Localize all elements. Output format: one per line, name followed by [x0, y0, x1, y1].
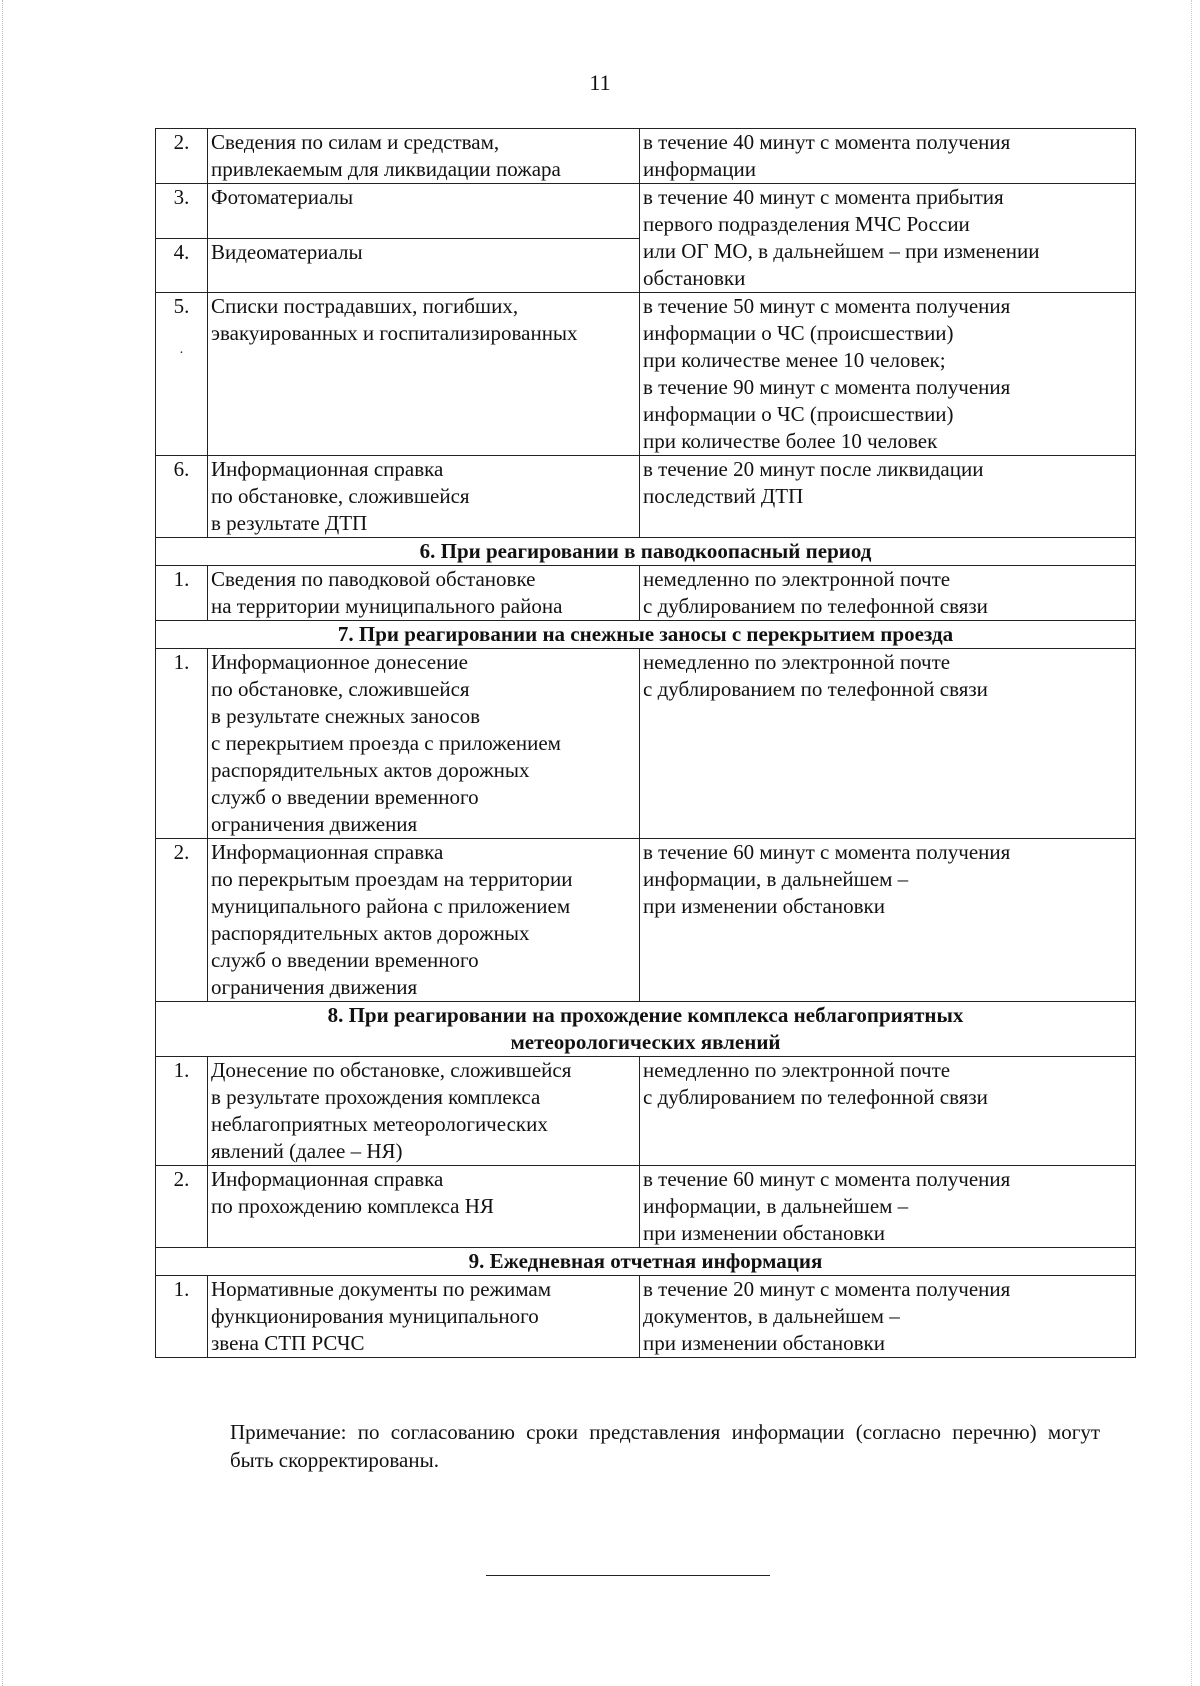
deadline-line: с дублированием по телефонной связи	[643, 677, 988, 701]
section-heading-line: метеорологических явлений	[510, 1030, 781, 1054]
scan-edge-left	[2, 0, 6, 1686]
description-line: в результате ДТП	[211, 511, 368, 535]
description-line: в результате прохождения комплекса	[211, 1085, 541, 1109]
row-number	[156, 456, 208, 538]
row-number	[156, 649, 208, 839]
row-description	[208, 839, 640, 1002]
description-line: эвакуированных и госпитализированных	[211, 321, 578, 345]
deadline-line: в течение 20 минут после ликвидации	[643, 457, 984, 481]
row-description	[208, 1276, 640, 1358]
row-number	[156, 839, 208, 1002]
table-row	[156, 1057, 1136, 1166]
description-line: Видеоматериалы	[211, 239, 363, 264]
table-row	[156, 129, 1136, 184]
section-heading-line: 9. Ежедневная отчетная информация	[468, 1249, 823, 1273]
deadline-line: при изменении обстановки	[643, 1221, 885, 1245]
closing-rule	[486, 1575, 770, 1576]
table-row	[156, 649, 1136, 839]
row-number-text: 5.	[173, 294, 190, 318]
deadline-line: информации, в дальнейшем –	[643, 867, 909, 891]
deadline-line: в течение 40 минут с момента прибытия	[643, 185, 1004, 209]
row-number	[156, 129, 208, 184]
table-row	[156, 1276, 1136, 1358]
deadline-line: немедленно по электронной почте	[643, 567, 951, 591]
note-paragraph	[160, 1418, 1100, 1474]
table-row	[156, 1166, 1136, 1248]
deadline-line: последствий ДТП	[643, 484, 804, 508]
description-line: муниципального района с приложением	[211, 894, 571, 918]
deadline-line: в течение 60 минут с момента получения	[643, 1167, 1011, 1191]
row-number-text: 2.	[173, 1167, 190, 1191]
deadline-line: документов, в дальнейшем –	[643, 1304, 900, 1328]
row-deadline	[640, 566, 1136, 621]
deadline-line: немедленно по электронной почте	[643, 650, 951, 674]
description-line: привлекаемым для ликвидации пожара	[211, 157, 561, 181]
row-deadline	[640, 649, 1136, 839]
section-heading	[156, 538, 1136, 566]
deadline-line: с дублированием по телефонной связи	[643, 594, 988, 618]
description-line: по обстановке, сложившейся	[211, 677, 470, 701]
description-line: служб о введении временного	[211, 948, 479, 972]
description-line: распорядительных актов дорожных	[211, 758, 530, 782]
deadline-line: в течение 50 минут с момента получения	[643, 294, 1011, 318]
description-line: Информационная справка	[211, 457, 444, 481]
section-heading	[156, 1248, 1136, 1276]
row-description	[208, 456, 640, 538]
row-deadline	[640, 1276, 1136, 1358]
row-deadline	[640, 184, 1136, 293]
table-row	[156, 839, 1136, 1002]
section-heading-line: 6. При реагировании в паводкоопасный период	[419, 539, 872, 563]
description-line: с перекрытием проезда с приложением	[211, 731, 561, 755]
description-line: звена СТП РСЧС	[211, 1331, 365, 1355]
reporting-table-body	[156, 129, 1136, 1358]
description-line: распорядительных актов дорожных	[211, 921, 530, 945]
deadline-line: при изменении обстановки	[643, 1331, 885, 1355]
deadline-line: при количестве более 10 человек	[643, 429, 938, 453]
table-row	[156, 184, 1136, 239]
deadline-line: в течение 40 минут с момента получения	[643, 130, 1011, 154]
row-deadline	[640, 1166, 1136, 1248]
section-heading-row	[156, 538, 1136, 566]
description-line: Информационная справка	[211, 840, 444, 864]
row-deadline	[640, 456, 1136, 538]
deadline-line: в течение 20 минут с момента получения	[643, 1277, 1011, 1301]
row-number-text: 3.	[173, 185, 190, 209]
row-number-text: 1.	[173, 1277, 190, 1301]
section-heading-row	[156, 1002, 1136, 1057]
table-row	[156, 293, 1136, 456]
row-number	[156, 1276, 208, 1358]
row-number-text: 1.	[173, 567, 190, 591]
description-line: Фотоматериалы	[211, 185, 354, 209]
description-line: в результате снежных заносов	[211, 704, 480, 728]
reporting-table	[155, 128, 1136, 1358]
deadline-line: при количестве менее 10 человек;	[643, 348, 946, 372]
section-heading-line: 8. При реагировании на прохождение комплекса неблагоприятных	[327, 1003, 964, 1027]
description-line: функционирования муниципального	[211, 1304, 539, 1328]
row-description	[208, 184, 640, 239]
row-number-text: 1.	[173, 1058, 190, 1082]
row-number	[156, 293, 208, 456]
deadline-line: информации	[643, 157, 756, 181]
deadline-line: или ОГ МО, в дальнейшем – при изменении	[643, 239, 1040, 263]
scan-edge-right	[1188, 0, 1192, 1686]
row-description	[208, 1166, 640, 1248]
scan-speck: ·	[179, 346, 184, 361]
row-deadline	[640, 1057, 1136, 1166]
deadline-line: в течение 60 минут с момента получения	[643, 840, 1011, 864]
deadline-line: немедленно по электронной почте	[643, 1058, 951, 1082]
section-heading-row	[156, 621, 1136, 649]
deadline-line: информации о ЧС (происшествии)	[643, 321, 954, 345]
row-number	[156, 1057, 208, 1166]
description-line: Информационное донесение	[211, 650, 468, 674]
note-text: Примечание: по согласованию сроки представления информации (согласно перечню) могут быть скорректированы.	[230, 1420, 1100, 1472]
description-line: Донесение по обстановке, сложившейся	[211, 1058, 572, 1082]
section-heading-line: 7. При реагировании на снежные заносы с перекрытием проезда	[337, 622, 954, 646]
row-description	[208, 649, 640, 839]
row-number	[156, 184, 208, 239]
row-description	[208, 129, 640, 184]
description-line: Нормативные документы по режимам	[211, 1277, 552, 1301]
row-description	[208, 238, 640, 293]
row-number-text: 4.	[173, 239, 190, 264]
row-number-text: 2.	[173, 840, 190, 864]
deadline-line: с дублированием по телефонной связи	[643, 1085, 988, 1109]
row-deadline	[640, 129, 1136, 184]
row-deadline	[640, 293, 1136, 456]
page-number: 11	[589, 70, 611, 95]
table-row	[156, 566, 1136, 621]
description-line: Сведения по паводковой обстановке	[211, 567, 536, 591]
row-number	[156, 1166, 208, 1248]
section-heading-row	[156, 1248, 1136, 1276]
row-description	[208, 293, 640, 456]
description-line: ограничения движения	[211, 975, 418, 999]
deadline-line: обстановки	[643, 266, 746, 290]
table-row	[156, 456, 1136, 538]
description-line: ограничения движения	[211, 812, 418, 836]
description-line: по обстановке, сложившейся	[211, 484, 470, 508]
description-line: Информационная справка	[211, 1167, 444, 1191]
deadline-line: в течение 90 минут с момента получения	[643, 375, 1011, 399]
description-line: по прохождению комплекса НЯ	[211, 1194, 494, 1218]
description-line: Списки пострадавших, погибших,	[211, 294, 519, 318]
deadline-line: информации, в дальнейшем –	[643, 1194, 909, 1218]
section-heading	[156, 1002, 1136, 1057]
row-number	[156, 238, 208, 293]
deadline-line: при изменении обстановки	[643, 894, 885, 918]
description-line: по перекрытым проездам на территории	[211, 867, 573, 891]
description-line: явлений (далее – НЯ)	[211, 1139, 403, 1163]
row-description	[208, 566, 640, 621]
description-line: служб о введении временного	[211, 785, 479, 809]
row-number-text: 1.	[173, 650, 190, 674]
row-deadline	[640, 839, 1136, 1002]
description-line: Сведения по силам и средствам,	[211, 130, 500, 154]
row-number-text: 6.	[173, 457, 190, 481]
section-heading	[156, 621, 1136, 649]
row-number-text: 2.	[173, 130, 190, 154]
deadline-line: первого подразделения МЧС России	[643, 212, 970, 236]
deadline-line: информации о ЧС (происшествии)	[643, 402, 954, 426]
description-line: неблагоприятных метеорологических	[211, 1112, 548, 1136]
row-description	[208, 1057, 640, 1166]
row-number	[156, 566, 208, 621]
description-line: на территории муниципального района	[211, 594, 563, 618]
